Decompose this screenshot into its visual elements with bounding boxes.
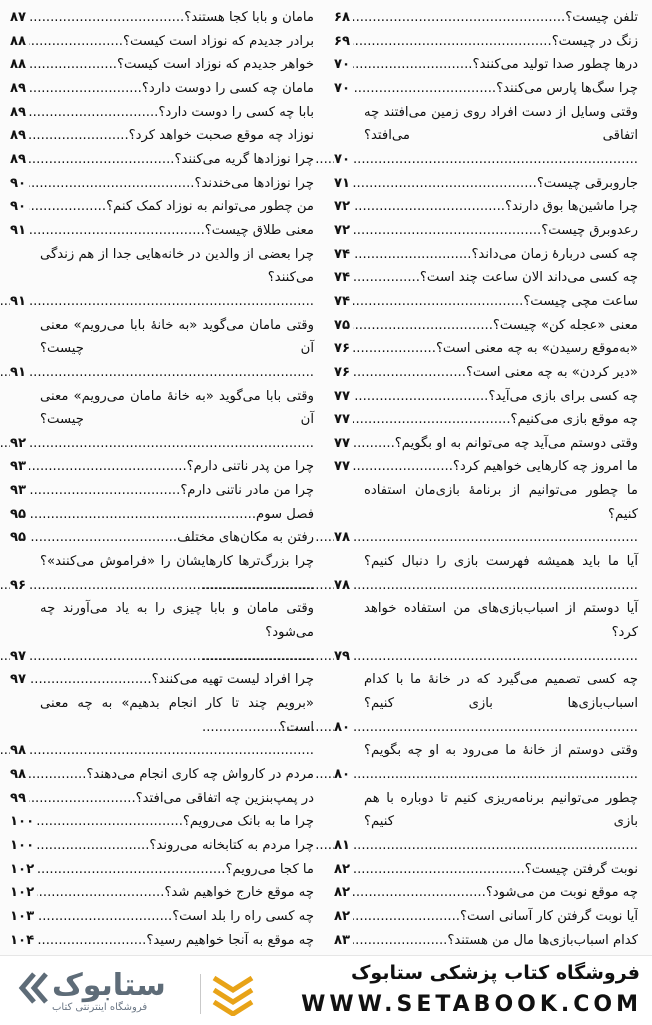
toc-entry[interactable]: [10, 763, 314, 787]
toc-entry[interactable]: [334, 787, 638, 858]
toc-entry-title: [10, 503, 314, 527]
toc-entry-title: [10, 455, 314, 479]
toc-entry-title: [10, 810, 314, 834]
toc-entry-title: [10, 77, 314, 101]
toc-entry[interactable]: [334, 290, 638, 314]
toc-entry[interactable]: [10, 124, 314, 148]
toc-entry-title: [10, 53, 314, 77]
toc-entry[interactable]: [334, 385, 638, 409]
toc-entry[interactable]: [334, 77, 638, 101]
toc-entry-text: معنی «عجله کن» چیست؟: [492, 317, 638, 333]
toc-entry-text: نوبت گرفتن چیست؟: [524, 861, 638, 877]
toc-page-number: ۷۸: [334, 526, 353, 550]
toc-entry-title: [334, 243, 638, 267]
toc-entry-text: چه کسی برای بازی می‌آید؟: [488, 388, 638, 404]
toc-entry-text: چرا مردم به کتابخانه می‌روند؟: [149, 837, 314, 853]
toc-entry-title: [10, 6, 314, 30]
toc-page-number: ۸۷: [10, 6, 29, 30]
toc-entry-title: وقتی بابا می‌گوید «به خانهٔ مامان می‌رویم» معنی آن چیست؟ .....: [10, 385, 314, 456]
toc-entry-text: چرا ماشین‌ها بوق دارند؟: [504, 199, 638, 215]
toc-entry-title: [334, 219, 638, 243]
toc-page-number: ۸۳: [334, 929, 353, 953]
toc-entry[interactable]: [10, 905, 314, 929]
toc-page-number: ۱۰۰: [10, 810, 37, 834]
toc-page-number: ۱۰۴: [10, 929, 37, 953]
toc-entry-text: فصل سوم: [256, 506, 314, 522]
toc-right-column: [334, 6, 638, 955]
toc-entry[interactable]: [334, 905, 638, 929]
toc-entry-text: تلفن چیست؟: [565, 10, 638, 25]
toc-page-number: ۶۹: [334, 30, 353, 54]
toc-page-number: ۱۰۲: [10, 858, 37, 882]
toc-page-number: ۸۰: [334, 716, 353, 740]
toc-entry-title: [10, 763, 314, 787]
toc-entry-title: [334, 53, 638, 77]
toc-entry-text: چرا سگ‌ها پارس می‌کنند؟: [496, 80, 638, 96]
toc-page-number: ۸۸: [10, 30, 29, 54]
toc-entry-title: [334, 266, 638, 290]
toc-entry[interactable]: [10, 858, 314, 882]
toc-entry[interactable]: [10, 243, 314, 314]
toc-entry-text: چرا نوزادها می‌خندند؟: [194, 175, 314, 191]
toc-entry-text: چه موقع به آنجا خواهیم رسید؟: [146, 932, 314, 948]
book-chevron-icon: [210, 970, 256, 1016]
toc-page-number: ۹۹: [10, 787, 29, 811]
toc-page-number: ۱۰۲: [10, 881, 37, 905]
toc-entry[interactable]: [10, 810, 314, 834]
toc-entry-title: [10, 905, 314, 929]
toc-entry[interactable]: [334, 6, 638, 30]
toc-entry-title: وقتی مامان می‌گوید «به خانهٔ بابا می‌رویم» معنی آن چیست؟ .....: [10, 314, 314, 385]
toc-entry[interactable]: [334, 30, 638, 54]
toc-entry[interactable]: [334, 361, 638, 385]
toc-page-number: ۹۳: [10, 455, 29, 479]
toc-entry[interactable]: [10, 503, 314, 527]
toc-entry-text: چرا افراد لیست تهیه می‌کنند؟: [151, 672, 314, 688]
toc-entry-title: [334, 195, 638, 219]
toc-entry[interactable]: [10, 692, 314, 763]
toc-entry[interactable]: [334, 243, 638, 267]
store-name: فروشگاه کتاب پزشکی ستابوک: [350, 962, 640, 984]
store-banner: [0, 955, 652, 1025]
logo-subtitle: فروشگاه اینترنتی کتاب: [52, 1002, 148, 1013]
toc-entry[interactable]: [10, 314, 314, 385]
toc-entry-title: [10, 526, 314, 550]
toc-entry[interactable]: [334, 172, 638, 196]
toc-page-number: ۷۴: [334, 290, 353, 314]
toc-entry[interactable]: [334, 455, 638, 479]
toc-page-number: ۷۷: [334, 385, 353, 409]
toc-entry[interactable]: [334, 432, 638, 456]
toc-entry-title: [10, 101, 314, 125]
toc-entry[interactable]: [10, 929, 314, 953]
toc-page-number: ۷۵: [334, 314, 353, 338]
toc-entry-title: [334, 905, 638, 929]
toc-entry-title: [334, 77, 638, 101]
toc-entry-text: مامان و بابا کجا هستند؟: [184, 10, 314, 25]
toc-entry-title: چه کسی تصمیم می‌گیرد که در خانهٔ ما با کدام اسباب‌بازی‌ها بازی کنیم؟ .....: [334, 668, 638, 739]
toc-entry-text: وقتی دوستم می‌آید چه می‌توانم به او بگویم؟: [394, 435, 638, 451]
toc-page-number: ۹۵: [10, 503, 29, 527]
toc-entry[interactable]: [10, 148, 314, 172]
toc-entry[interactable]: [10, 597, 314, 668]
toc-entry[interactable]: [334, 858, 638, 882]
toc-entry[interactable]: [334, 550, 638, 597]
toc-entry[interactable]: [334, 668, 638, 739]
toc-entry-text: کدام اسباب‌بازی‌ها مال من هستند؟: [447, 932, 638, 948]
toc-entry-text: «دیر کردن» به چه معنی است؟: [465, 364, 638, 380]
toc-entry[interactable]: [334, 739, 638, 786]
toc-entry-title: [334, 929, 638, 953]
toc-entry-title: وقتی دوستم از خانهٔ ما می‌رود به او چه بگویم؟ .....: [334, 739, 638, 786]
toc-entry-title: ما چطور می‌توانیم از برنامهٔ بازی‌مان استفاده کنیم؟ .....: [334, 479, 638, 550]
toc-entry-title: وقتی وسایل از دست افراد روی زمین می‌افتند چه اتفاقی می‌افتد؟ .....: [334, 101, 638, 172]
toc-page-number: ۷۶: [334, 337, 353, 361]
toc-entry[interactable]: [10, 834, 314, 858]
toc-page-number: ۸۹: [10, 101, 29, 125]
toc-page-number: ۹۱: [10, 361, 29, 385]
toc-entry-text: چرا نوزادها گریه می‌کنند؟: [174, 151, 314, 167]
toc-page-number: ۹۶: [10, 574, 29, 598]
toc-page-number: ۹۷: [10, 645, 29, 669]
toc-entry-title: [334, 314, 638, 338]
toc-entry[interactable]: [334, 881, 638, 905]
double-chevron-icon: [18, 970, 50, 1006]
toc-page-number: ۷۷: [334, 408, 353, 432]
toc-entry[interactable]: [10, 101, 314, 125]
toc-entry[interactable]: [10, 526, 314, 550]
setabook-logo[interactable]: [18, 966, 258, 1018]
store-url[interactable]: WWW.SETABOOK.COM: [301, 992, 642, 1017]
toc-entry[interactable]: [334, 408, 638, 432]
toc-entry-text: «به‌موقع رسیدن» به چه معنی است؟: [435, 341, 638, 357]
toc-entry[interactable]: [334, 479, 638, 550]
toc-entry-title: [334, 408, 638, 432]
toc-page-number: ۹۲: [10, 432, 29, 456]
toc-page-number: ۹۵: [10, 526, 29, 550]
toc-page-number: ۸۸: [10, 53, 29, 77]
toc-page-number: ۸۲: [334, 881, 353, 905]
toc-entry[interactable]: [334, 314, 638, 338]
toc-entry-title: [334, 337, 638, 361]
toc-page-number: ۷۰: [334, 77, 353, 101]
toc-page-number: ۷۷: [334, 455, 353, 479]
toc-entry-text: نوزاد چه موقع صحبت خواهد کرد؟: [128, 128, 314, 144]
toc-page-number: ۷۷: [334, 432, 353, 456]
toc-entry-title: [334, 432, 638, 456]
toc-entry-title: [334, 172, 638, 196]
toc-entry-title: آیا ما باید همیشه فهرست بازی را دنبال کنیم؟ .....: [334, 550, 638, 597]
toc-entry-text: رفتن به مکان‌های مختلف: [177, 530, 314, 546]
toc-left-column: [10, 6, 314, 955]
toc-page-number: ۹۱: [10, 219, 29, 243]
toc-entry-title: [10, 30, 314, 54]
toc-entry[interactable]: [10, 53, 314, 77]
toc-entry[interactable]: [10, 219, 314, 243]
toc-page-number: ۷۴: [334, 266, 353, 290]
toc-entry-text: ساعت مچی چیست؟: [523, 293, 638, 309]
toc-entry-title: [334, 30, 638, 54]
toc-entry-text: چرا ما به بانک می‌رویم؟: [182, 814, 314, 830]
toc-page-number: ۸۲: [334, 905, 353, 929]
toc-entry-title: [334, 455, 638, 479]
toc-entry-text: چه کسی دربارهٔ زمان می‌داند؟: [471, 246, 638, 262]
toc-entry[interactable]: [10, 195, 314, 219]
toc-page-number: ۷۹: [334, 645, 353, 669]
toc-entry-title: [10, 195, 314, 219]
toc-entry[interactable]: [10, 787, 314, 811]
toc-entry-text: چه موقع بازی می‌کنیم؟: [510, 412, 638, 428]
toc-entry-title: [334, 290, 638, 314]
toc-page-number: ۷۲: [334, 219, 353, 243]
toc-entry-title: «برویم چند تا کار انجام بدهیم» به چه معنی است؟ .....: [10, 692, 314, 763]
toc-page-number: ۸۰: [334, 763, 353, 787]
toc-entry-text: جاروبرقی چیست؟: [536, 175, 638, 191]
toc-page-number: ۷۴: [334, 243, 353, 267]
toc-entry-title: [10, 219, 314, 243]
toc-entry-title: [10, 834, 314, 858]
toc-entry[interactable]: [10, 881, 314, 905]
toc-entry-title: چطور می‌توانیم برنامه‌ریزی کنیم تا دوباره با هم بازی کنیم؟ .....: [334, 787, 638, 858]
toc-entry-title: [334, 6, 638, 30]
toc-entry[interactable]: [10, 479, 314, 503]
toc-entry-text: در پمپ‌بنزین چه اتفاقی می‌افتد؟: [135, 790, 314, 806]
toc-entry-text: چه موقع نوبت من می‌شود؟: [485, 885, 638, 901]
toc-entry[interactable]: [334, 337, 638, 361]
toc-page-number: ۹۸: [10, 763, 29, 787]
toc-entry-text: چرا من مادر ناتنی دارم؟: [180, 483, 314, 499]
toc-entry-title: [10, 148, 314, 172]
toc-entry-text: من چطور می‌توانم به نوزاد کمک کنم؟: [106, 199, 314, 215]
toc-page-number: ۷۱: [334, 172, 353, 196]
toc-entry-title: چرا بزرگ‌ترها کارهایشان را «فراموش می‌کنند»؟ .....: [10, 550, 314, 597]
toc-entry-title: آیا دوستم از اسباب‌بازی‌های من استفاده خواهد کرد؟ .....: [334, 597, 638, 668]
toc-entry[interactable]: [10, 455, 314, 479]
toc-entry-title: [334, 361, 638, 385]
toc-entry-text: چه موقع خارج خواهیم شد؟: [164, 885, 314, 901]
toc-entry[interactable]: [334, 597, 638, 668]
toc-entry-text: چرا من پدر ناتنی دارم؟: [186, 459, 314, 475]
toc-entry[interactable]: [334, 101, 638, 172]
toc-entry[interactable]: [10, 172, 314, 196]
toc-entry-text: چه کسی راه را بلد است؟: [172, 908, 314, 924]
toc-entry-text: زنگ در چیست؟: [551, 33, 638, 49]
toc-entry[interactable]: [10, 6, 314, 30]
toc-page-number: ۸۹: [10, 77, 29, 101]
toc-page-number: ۸۲: [334, 858, 353, 882]
toc-entry[interactable]: [334, 929, 638, 953]
toc-page-number: ۹۸: [10, 739, 29, 763]
toc-page-number: ۷۶: [334, 361, 353, 385]
toc-page-number: ۷۸: [334, 574, 353, 598]
toc-page-number: ۱۰۰: [10, 834, 37, 858]
toc-entry-text: مردم در کارواش چه کاری انجام می‌دهند؟: [86, 767, 314, 782]
toc-entry-text: برادر جدیدم که نوزاد است کیست؟: [122, 33, 314, 49]
toc-entry[interactable]: [10, 30, 314, 54]
toc-page-number: ۷۰: [334, 148, 353, 172]
toc-page-number: ۹۷: [10, 668, 29, 692]
toc-entry-title: [10, 172, 314, 196]
toc-entry-text: چه کسی می‌داند الان ساعت چند است؟: [419, 270, 638, 286]
toc-entry-text: ما کجا می‌رویم؟: [225, 861, 314, 877]
logo-wordmark: ستابوک: [52, 968, 166, 1003]
toc-entry-title: [334, 385, 638, 409]
toc-entry-text: خواهر جدیدم که نوزاد است کیست؟: [116, 57, 314, 73]
toc-entry-text: آیا نوبت گرفتن کار آسانی است؟: [459, 908, 638, 924]
toc-page-number: ۶۸: [334, 6, 353, 30]
toc-entry[interactable]: [10, 77, 314, 101]
toc-entry-title: [334, 858, 638, 882]
toc-entry-title: [10, 881, 314, 905]
toc-entry-text: مامان چه کسی را دوست دارد؟: [141, 80, 314, 96]
toc-entry-text: رعدوبرق چیست؟: [541, 222, 638, 238]
toc-entry-text: ما امروز چه کارهایی خواهیم کرد؟: [452, 459, 638, 475]
toc-entry[interactable]: [334, 53, 638, 77]
toc-page-number: ۸۱: [334, 834, 353, 858]
toc-entry-title: [10, 479, 314, 503]
toc-page-number: ۹۰: [10, 195, 29, 219]
toc-entry-title: [10, 668, 314, 692]
toc-page-number: ۸۹: [10, 148, 29, 172]
toc-entry-title: چرا بعضی از والدین در خانه‌هایی جدا از هم زندگی می‌کنند؟ .....: [10, 243, 314, 314]
logo-divider: [200, 974, 201, 1014]
toc-entry-title: [10, 858, 314, 882]
toc-entry-text: معنی طلاق چیست؟: [204, 222, 314, 238]
toc-entry[interactable]: [334, 195, 638, 219]
toc-page-number: ۷۰: [334, 53, 353, 77]
toc-entry-text: بابا چه کسی را دوست دارد؟: [158, 104, 314, 120]
toc-entry[interactable]: [334, 219, 638, 243]
toc-entry-text: درها چطور صدا تولید می‌کنند؟: [472, 57, 638, 73]
toc-page-number: ۱۰۳: [10, 905, 37, 929]
toc-entry[interactable]: [10, 668, 314, 692]
toc-entry-title: [10, 787, 314, 811]
toc-page-number: ۹۰: [10, 172, 29, 196]
toc-page-number: ۷۲: [334, 195, 353, 219]
toc-entry[interactable]: [334, 266, 638, 290]
toc-entry-title: [334, 881, 638, 905]
toc-entry-title: وقتی مامان و بابا چیزی را به یاد می‌آورند چه می‌شود؟ .....: [10, 597, 314, 668]
toc-entry-title: [10, 124, 314, 148]
toc-entry[interactable]: [10, 385, 314, 456]
toc-page-number: ۹۳: [10, 479, 29, 503]
toc-entry-title: [10, 929, 314, 953]
toc-page-number: ۹۱: [10, 290, 29, 314]
toc-page-number: ۸۹: [10, 124, 29, 148]
toc-entry[interactable]: [10, 550, 314, 597]
